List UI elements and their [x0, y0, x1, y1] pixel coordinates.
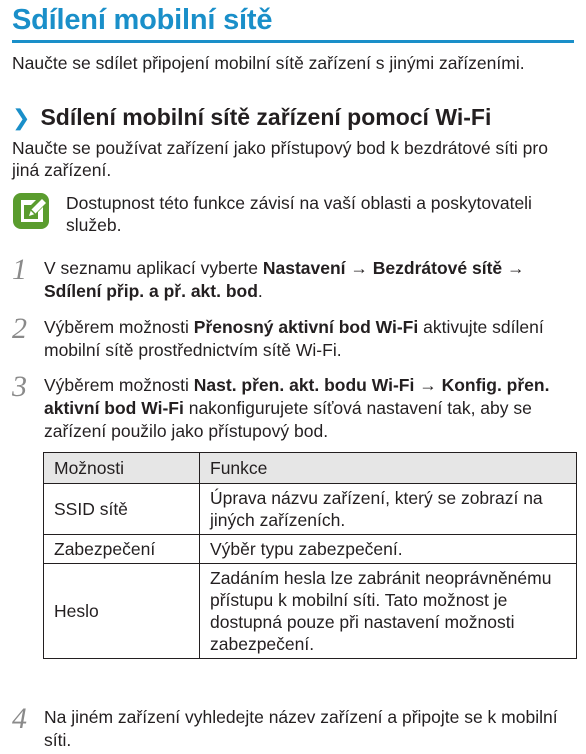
- step-text-part: →: [345, 258, 373, 278]
- title-underline: [12, 40, 574, 43]
- step-text-part: Na jiném zařízení vyhledejte název zařízení a připojte se k mobilní síti.: [44, 707, 558, 750]
- table-cell: Úprava názvu zařízení, který se zobrazí na jiných zařízeních.: [200, 484, 577, 535]
- table-cell: Zabezpečení: [44, 535, 200, 564]
- step-text: [44, 316, 574, 362]
- note-pencil-icon: [12, 192, 50, 230]
- step-1: [12, 253, 577, 303]
- section-heading: [12, 104, 491, 131]
- table-header-row: [44, 453, 577, 484]
- step-text-bold: Nastavení: [262, 258, 346, 278]
- step-text-bold: Sdílení přip. a př. akt. bod: [44, 281, 258, 301]
- step-text: [44, 374, 574, 443]
- step-4: [12, 702, 577, 752]
- step-text-part: →: [502, 258, 525, 278]
- table-cell: Výběr typu zabezpečení.: [200, 535, 577, 564]
- note-box: [12, 192, 577, 236]
- step-text-part: .: [257, 281, 263, 301]
- step-text-bold: Konfig. přen. aktivní bod Wi-Fi: [44, 375, 550, 418]
- step-text-bold: Přenosný aktivní bod Wi-Fi: [193, 317, 419, 337]
- note-text: Dostupnost této funkce závisí na vaší oblasti a poskytovateli služeb.: [66, 193, 532, 235]
- page-intro: Naučte se sdílet připojení mobilní sítě zařízení s jinými zařízeními.: [12, 53, 525, 73]
- table-row: [44, 535, 577, 564]
- step-text-part: nakonfigurujete síťová nastavení tak, aby se zařízení použilo jako přístupový bod.: [44, 398, 532, 441]
- step-text: [44, 257, 574, 303]
- step-2: [12, 312, 577, 362]
- table-cell: SSID sítě: [44, 484, 200, 535]
- step-text-bold: Bezdrátové sítě: [372, 258, 503, 278]
- step-number: 1: [12, 253, 27, 286]
- step-text-part: V seznamu aplikací vyberte: [44, 258, 263, 278]
- step-number: 2: [12, 312, 27, 345]
- table-cell: Zadáním hesla lze zabránit neoprávněnému přístupu k mobilní síti. Tato možnost je dostupná pouze při nastavení možnosti zabezpečení.: [200, 564, 577, 659]
- step-text: [44, 706, 574, 752]
- step-text-part: →: [414, 375, 442, 395]
- step-text-part: Výběrem možnosti: [44, 375, 194, 395]
- step-number: 4: [12, 702, 27, 735]
- section-description: Naučte se používat zařízení jako přístupový bod k bezdrátové síti pro jiná zařízení.: [12, 138, 548, 180]
- step-3: [12, 370, 577, 443]
- step-text-bold: Nast. přen. akt. bodu Wi-Fi: [193, 375, 415, 395]
- step-text-part: Výběrem možnosti: [44, 317, 194, 337]
- page-title: Sdílení mobilní sítě: [12, 4, 273, 36]
- column-header: Funkce: [200, 453, 577, 484]
- step-text-part: aktivujte sdílení mobilní sítě prostřednictvím sítě Wi-Fi.: [44, 317, 544, 360]
- options-table: [43, 452, 577, 659]
- table-row: [44, 564, 577, 659]
- column-header: Možnosti: [44, 453, 200, 484]
- table-row: [44, 484, 577, 535]
- step-number: 3: [12, 370, 27, 403]
- table-cell: Heslo: [44, 564, 200, 659]
- chevron-right-icon: ❯: [12, 104, 31, 130]
- section-title: Sdílení mobilní sítě zařízení pomocí Wi-Fi: [40, 104, 492, 130]
